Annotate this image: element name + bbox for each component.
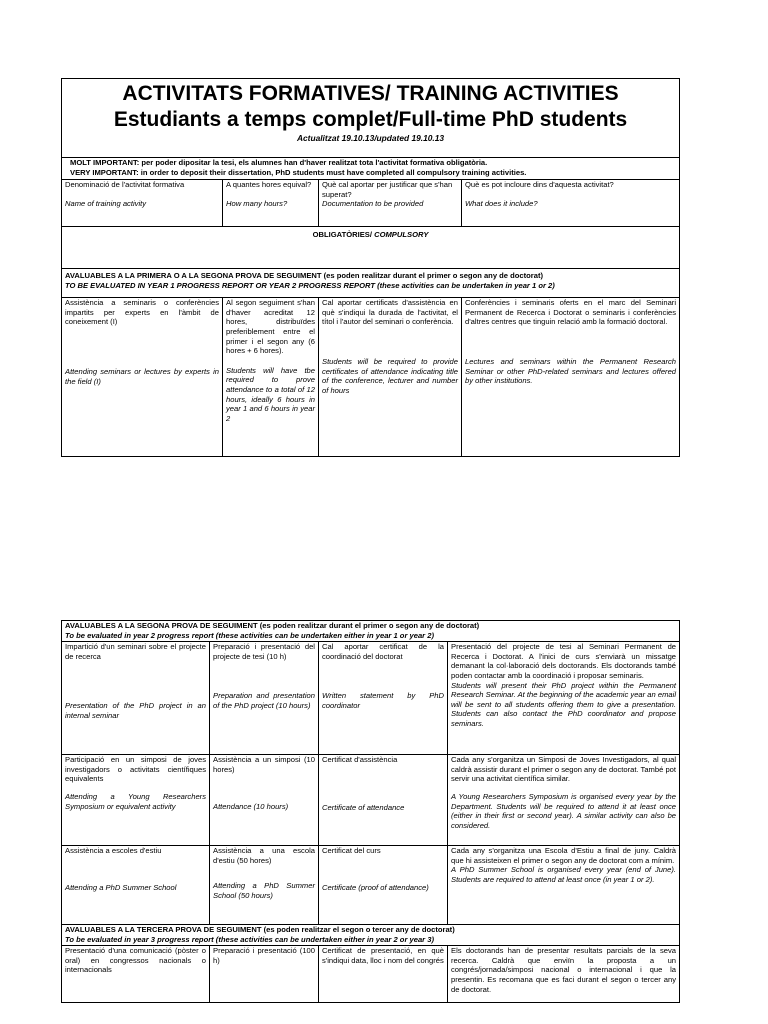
activity-name-ca: Participació en un simposi de joves investigadors o activitats científiques equivalents xyxy=(65,755,206,784)
includes-cell xyxy=(448,642,680,755)
column-header-ca: Què cal aportar per justificar que s'han superat? xyxy=(322,180,453,199)
table-row xyxy=(62,755,680,846)
group-heading-year2 xyxy=(62,621,680,642)
hours-cell xyxy=(210,642,319,755)
includes-cell xyxy=(448,946,680,1003)
documentation-cell xyxy=(319,946,448,1003)
documentation-ca: Certificat del curs xyxy=(322,846,381,855)
documentation-cell xyxy=(319,846,448,925)
documentation-cell xyxy=(319,298,462,457)
hours-en: Attending a PhD Summer School (50 hours) xyxy=(213,881,315,900)
documentation-en: Certificate (proof of attendance) xyxy=(322,882,429,892)
group-heading-en: To be evaluated in year 2 progress report (these activities can be undertaken either in year 1 or year 2) xyxy=(65,630,435,640)
document-header xyxy=(62,79,680,158)
activity-name-ca: Impartició d'un seminari sobre el projecte de recerca xyxy=(65,642,206,661)
hours-cell xyxy=(210,846,319,925)
activity-name-cell xyxy=(62,755,210,846)
includes-cell xyxy=(462,298,680,457)
column-header-ca: Què es pot incloure dins d'aquesta activitat? xyxy=(465,180,614,189)
training-table-compulsory xyxy=(61,78,680,457)
activity-name-en: Attending a Young Researchers Symposium or equivalent activity xyxy=(65,791,206,811)
table-row xyxy=(62,298,680,457)
hours-ca: Preparació i presentació (100 h) xyxy=(213,946,315,965)
includes-en: Lectures and seminars within the Permanent Research Seminar or other PhD-related seminars and lectures offered by other institutions. xyxy=(465,356,677,386)
includes-ca: Presentació del projecte de tesi al Seminari Permanent de Recerca i Doctorat. A l'inici de curs s'enviarà un missatge demanant la col·laboració dels doctorands. Els doctorands també poden contactar amb la coordinació i proposar seminaris. xyxy=(451,642,677,680)
column-header-en: What does it include? xyxy=(465,198,538,208)
hours-ca: Preparació i presentació del projecte de tesi (10 h) xyxy=(213,642,315,661)
group-heading-year3 xyxy=(62,925,680,946)
document-subtitle: Estudiants a temps complet/Full-time PhD students xyxy=(113,108,628,132)
documentation-cell xyxy=(319,755,448,846)
group-heading-ca: AVALUABLES A LA PRIMERA O A LA SEGONA PROVA DE SEGUIMENT (es poden realitzar durant el primer o segon any de doctorat) xyxy=(65,271,544,280)
activity-name-cell xyxy=(62,946,210,1003)
activity-name-cell xyxy=(62,642,210,755)
section-title xyxy=(62,227,680,269)
group-heading-ca: AVALUABLES A LA SEGONA PROVA DE SEGUIMENT (es poden realitzar durant el primer o segon any de doctorat) xyxy=(65,621,480,630)
activity-name-en: Attending a PhD Summer School xyxy=(65,882,177,892)
column-header-ca: Denominació de l'activitat formativa xyxy=(65,180,185,189)
includes-ca: Els doctorands han de presentar resultats parcials de la seva recerca. Caldrà que enviïn la proposta a un congrés/jornada/simposi nacional o internacional i que la presentin. Es recomana que es faci durant el segon o tercer any de doctorat. xyxy=(451,946,677,994)
activity-name-en: Attending seminars or lectures by experts in the field (I) xyxy=(65,366,219,386)
includes-en: A Young Researchers Symposium is organised every year by the Department. Students will be required to attend it at least once (either in their first or second year). A similar activity can also be considered. xyxy=(451,791,677,830)
activity-name-ca: Presentació d'una comunicació (pòster o oral) en congressos nacionals o internacionals xyxy=(65,946,206,975)
column-header-en: Name of training activity xyxy=(65,198,147,208)
hours-cell xyxy=(210,755,319,846)
activity-name-ca: Assistència a seminaris o conferències impartits per experts en l'àmbit de coneixement (I) xyxy=(65,298,219,327)
includes-en: Students will present their PhD project within the Permanent Research Seminar. At the beginning of the academic year an email will be sent to all students offering them to give a presentation. Students can also contact the PhD coordinator and propose seminars. xyxy=(451,680,677,729)
column-header-name xyxy=(62,180,223,227)
table-row xyxy=(62,846,680,925)
hours-en: Students will have tbe required to prove attendance to a total of 12 hours, ideally 6 hours in year 1 and 6 hours in year 2 xyxy=(226,365,315,424)
hours-ca: Al segon seguiment s'han d'haver acreditat 12 hores, distribuïdes preferiblement entre el primer i el segon any (6 hores + 6 hores). xyxy=(226,298,315,356)
documentation-ca: Cal aportar certificat de la coordinació del doctorat xyxy=(322,642,444,661)
important-note-en: VERY IMPORTANT: in order to deposit their dissertation, PhD students must have completed all compulsory training activities. xyxy=(70,167,527,177)
documentation-ca: Certificat de presentació, en què s'indiqui data, lloc i nom del congrés xyxy=(322,946,444,965)
group-heading-en: To be evaluated in year 3 progress report (these activities can be undertaken either in year 2 or year 3) xyxy=(65,934,435,944)
group-heading-en: TO BE EVALUATED IN YEAR 1 PROGRESS REPORT OR YEAR 2 PROGRESS REPORT (these activities can be undertaken in year 1 or 2) xyxy=(65,280,555,290)
documentation-en: Written statement by PhD coordinator xyxy=(322,691,444,710)
hours-cell xyxy=(210,946,319,1003)
document-title: ACTIVITATS FORMATIVES/ TRAINING ACTIVITIES xyxy=(122,82,619,105)
column-header-ca: A quantes hores equival? xyxy=(226,180,312,189)
activity-name-en: Presentation of the PhD project in an internal seminar xyxy=(65,701,206,720)
activity-name-cell xyxy=(62,846,210,925)
column-header-documentation xyxy=(319,180,462,227)
documentation-en: Certificate of attendance xyxy=(322,802,405,812)
hours-cell xyxy=(223,298,319,457)
hours-ca: Assistència a un simposi (10 hores) xyxy=(213,755,315,774)
includes-ca: Cada any s'organitza un Simposi de Joves Investigadors, al qual caldrà assistir durant el primer o segon any de doctorat. També pot servir una activitat científica similar. xyxy=(451,755,677,784)
group-heading-year1-2 xyxy=(62,269,680,298)
hours-en: Preparation and presentation of the PhD project (10 hours) xyxy=(213,691,315,710)
important-note xyxy=(62,158,680,180)
table-row xyxy=(62,642,680,755)
includes-ca: Cada any s'organitza una Escola d'Estiu a final de juny. Caldrà que hi assisteixen el primer o segon any de doctorat com a mínim. xyxy=(451,846,677,865)
documentation-ca: Certificat d'assistència xyxy=(322,755,398,764)
documentation-ca: Cal aportar certificats d'assistència en què s'indiqui la durada de l'activitat, el títol i l'autor del seminari o conferència. xyxy=(322,298,458,327)
hours-ca: Assistència a una escola d'estiu (50 hores) xyxy=(213,846,315,865)
activity-name-cell xyxy=(62,298,223,457)
documentation-cell xyxy=(319,642,448,755)
training-table-continued xyxy=(61,620,680,1003)
column-header-en: How many hours? xyxy=(226,198,288,208)
includes-cell xyxy=(448,755,680,846)
column-header-includes xyxy=(462,180,680,227)
activity-name-ca: Assistència a escoles d'estiu xyxy=(65,846,162,855)
section-title-ca: OBLIGATÒRIES/ xyxy=(312,230,372,239)
includes-cell xyxy=(448,846,680,925)
documentation-en: Students will be required to provide certificates of attendance indicating title of the conference, lecturer and number of hours xyxy=(322,356,458,395)
table-row xyxy=(62,946,680,1003)
group-heading-ca: AVALUABLES A LA TERCERA PROVA DE SEGUIMENT (es poden realitzar el segon o tercer any de doctorat) xyxy=(65,925,455,934)
hours-en: Attendance (10 hours) xyxy=(213,802,289,812)
important-note-ca: MOLT IMPORTANT: per poder dipositar la tesi, els alumnes han d'haver realitzat tota l'activitat formativa obligatòria. xyxy=(70,158,488,167)
includes-en: A PhD Summer School is organised every year (end of June). Students are required to attend at least once (in year 1 or 2). xyxy=(451,865,677,884)
update-date: Actualitzat 19.10.13/updated 19.10.13 xyxy=(296,133,445,144)
section-title-en: COMPULSORY xyxy=(371,230,429,239)
includes-ca: Conferències i seminaris oferts en el marc del Seminari Permanent de Recerca i Doctorat o seminaris i conferències d'altres centres que tinguin relació amb la formació doctoral. xyxy=(465,298,677,327)
column-header-en: Documentation to be provided xyxy=(322,199,424,209)
column-header-hours xyxy=(223,180,319,227)
